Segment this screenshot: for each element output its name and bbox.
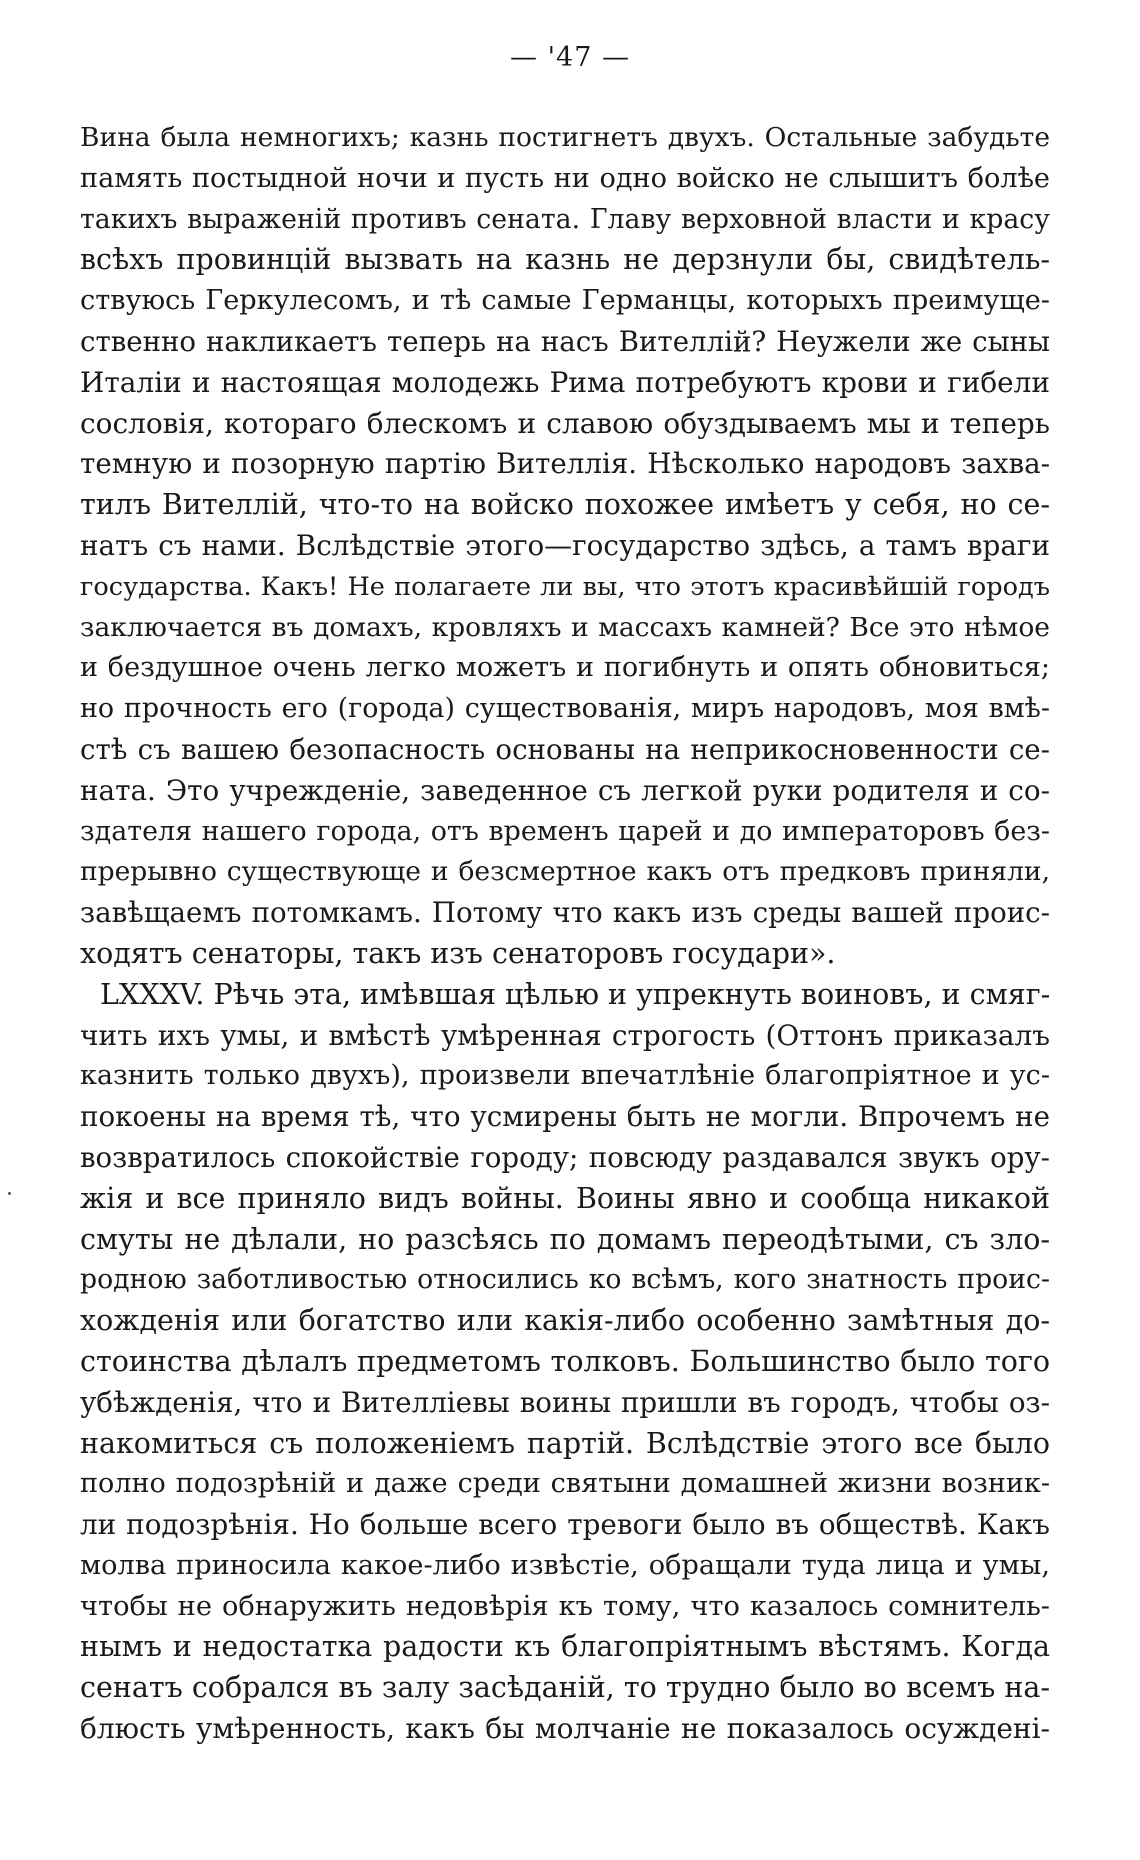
text-line: блюсть умѣренность, какъ бы молчаніе не показалось осуждені- bbox=[80, 1712, 1050, 1746]
text-line: ствуюсь Геркулесомъ, и тѣ самые Германцы, которыхъ преимуще- bbox=[80, 285, 1050, 317]
scan-speck bbox=[8, 1192, 11, 1195]
text-line: сенатъ собрался въ залу засѣданій, то трудно было во всемъ на- bbox=[80, 1671, 1050, 1705]
text-line: возвратилось спокойствіе городу; повсюду раздавался звукъ ору- bbox=[80, 1140, 1050, 1174]
text-line: родною заботливостью относились ко всѣмъ, кого знатность проис- bbox=[80, 1264, 1050, 1296]
chapter-opening-line: LXXXV. Рѣчь эта, имѣвшая цѣлью и упрекнуть воиновъ, и смяг- bbox=[100, 977, 1051, 1011]
text-line: накомиться съ положеніемъ партій. Вслѣдствіе этого все было bbox=[80, 1426, 1050, 1460]
text-line: здателя нашего города, отъ временъ царей и до императоровъ без- bbox=[80, 815, 1050, 847]
text-line: хожденія или богатство или какія-либо особенно замѣтныя до- bbox=[80, 1304, 1050, 1338]
text-line: чтобы не обнаружить недовѣрія къ тому, что казалось сомнитель- bbox=[80, 1590, 1050, 1622]
text-line: заключается въ домахъ, кровляхъ и массахъ камней? Все это нѣмое bbox=[80, 611, 1050, 643]
paragraph-chapter-lxxxv bbox=[80, 975, 1050, 1750]
text-line: смуты не дѣлали, но разсѣясь по домамъ переодѣтыми, съ зло- bbox=[80, 1222, 1050, 1256]
text-line: молва приносила какое-либо извѣстіе, обращали туда лица и умы, bbox=[80, 1549, 1050, 1581]
text-line: сословія, котораго блескомъ и славою обуздываемъ мы и теперь bbox=[80, 406, 1050, 440]
text-line: тилъ Вителлій, что-то на войско похожее имѣетъ у себя, но се- bbox=[80, 488, 1050, 522]
text-line: но прочность его (города) существованія, миръ народовъ, моя вмѣ- bbox=[80, 693, 1050, 725]
text-line: чить ихъ умы, и вмѣстѣ умѣренная строгость (Оттонъ приказалъ bbox=[80, 1018, 1050, 1052]
text-line: казнить только двухъ), произвели впечатлѣніе благопріятное и ус- bbox=[80, 1060, 1050, 1092]
text-line: завѣщаемъ потомкамъ. Потому что какъ изъ среды вашей проис- bbox=[80, 896, 1050, 930]
text-line: всѣхъ провинцій вызвать на казнь не дерзнули бы, свидѣтель- bbox=[80, 243, 1050, 277]
text-line: ната. Это учрежденіе, заведенное съ легкой руки родителя и со- bbox=[80, 773, 1050, 807]
text-line: такихъ выраженій противъ сената. Главу верховной власти и красу bbox=[80, 203, 1050, 235]
text-line: натъ съ нами. Вслѣдствіе этого—государство здѣсь, а тамъ враги bbox=[80, 528, 1050, 562]
text-line: ли подозрѣнія. Но больше всего тревоги было въ обществѣ. Какъ bbox=[80, 1508, 1050, 1542]
page-number: — '47 — bbox=[510, 42, 630, 73]
text-line: память постыдной ночи и пусть ни одно войско не слышитъ болѣе bbox=[80, 162, 1050, 194]
text-line: государства. Какъ! Не полагаете ли вы, что этотъ красивѣйшій городъ bbox=[80, 571, 1050, 602]
text-line: Вина была немногихъ; казнь постигнетъ двухъ. Остальные забудьте bbox=[80, 122, 1050, 153]
text-body bbox=[80, 118, 1050, 1750]
text-line: стѣ съ вашею безопасность основаны на неприкосновенности се- bbox=[80, 732, 1050, 766]
text-line: покоены на время тѣ, что усмирены быть не могли. Впрочемъ не bbox=[80, 1100, 1050, 1134]
text-line: убѣжденія, что и Вителліевы воины пришли въ городъ, чтобы оз- bbox=[80, 1385, 1050, 1419]
text-line: прерывно существующе и безсмертное какъ отъ предковъ приняли, bbox=[80, 856, 1050, 888]
text-line: и бездушное очень легко можетъ и погибнуть и опять обновиться; bbox=[80, 652, 1050, 684]
text-line: Италіи и настоящая молодежь Рима потребуютъ крови и гибели bbox=[80, 365, 1050, 399]
text-line: темную и позорную партію Вителлія. Нѣсколько народовъ захва- bbox=[80, 447, 1050, 481]
text-line: нымъ и недостатка радости къ благопріятнымъ вѣстямъ. Когда bbox=[80, 1630, 1050, 1664]
text-line: стоинства дѣлалъ предметомъ толковъ. Большинство было того bbox=[80, 1344, 1050, 1378]
text-line: ходятъ сенаторы, такъ изъ сенаторовъ государи». bbox=[80, 936, 836, 970]
text-line: полно подозрѣній и даже среди святыни домашней жизни возник- bbox=[80, 1468, 1050, 1500]
text-line: жія и все приняло видъ войны. Воины явно и сообща никакой bbox=[80, 1181, 1050, 1215]
paragraph-speech-end bbox=[80, 118, 1050, 975]
text-line: ственно накликаетъ теперь на насъ Вителлій? Неужели же сыны bbox=[80, 324, 1050, 358]
